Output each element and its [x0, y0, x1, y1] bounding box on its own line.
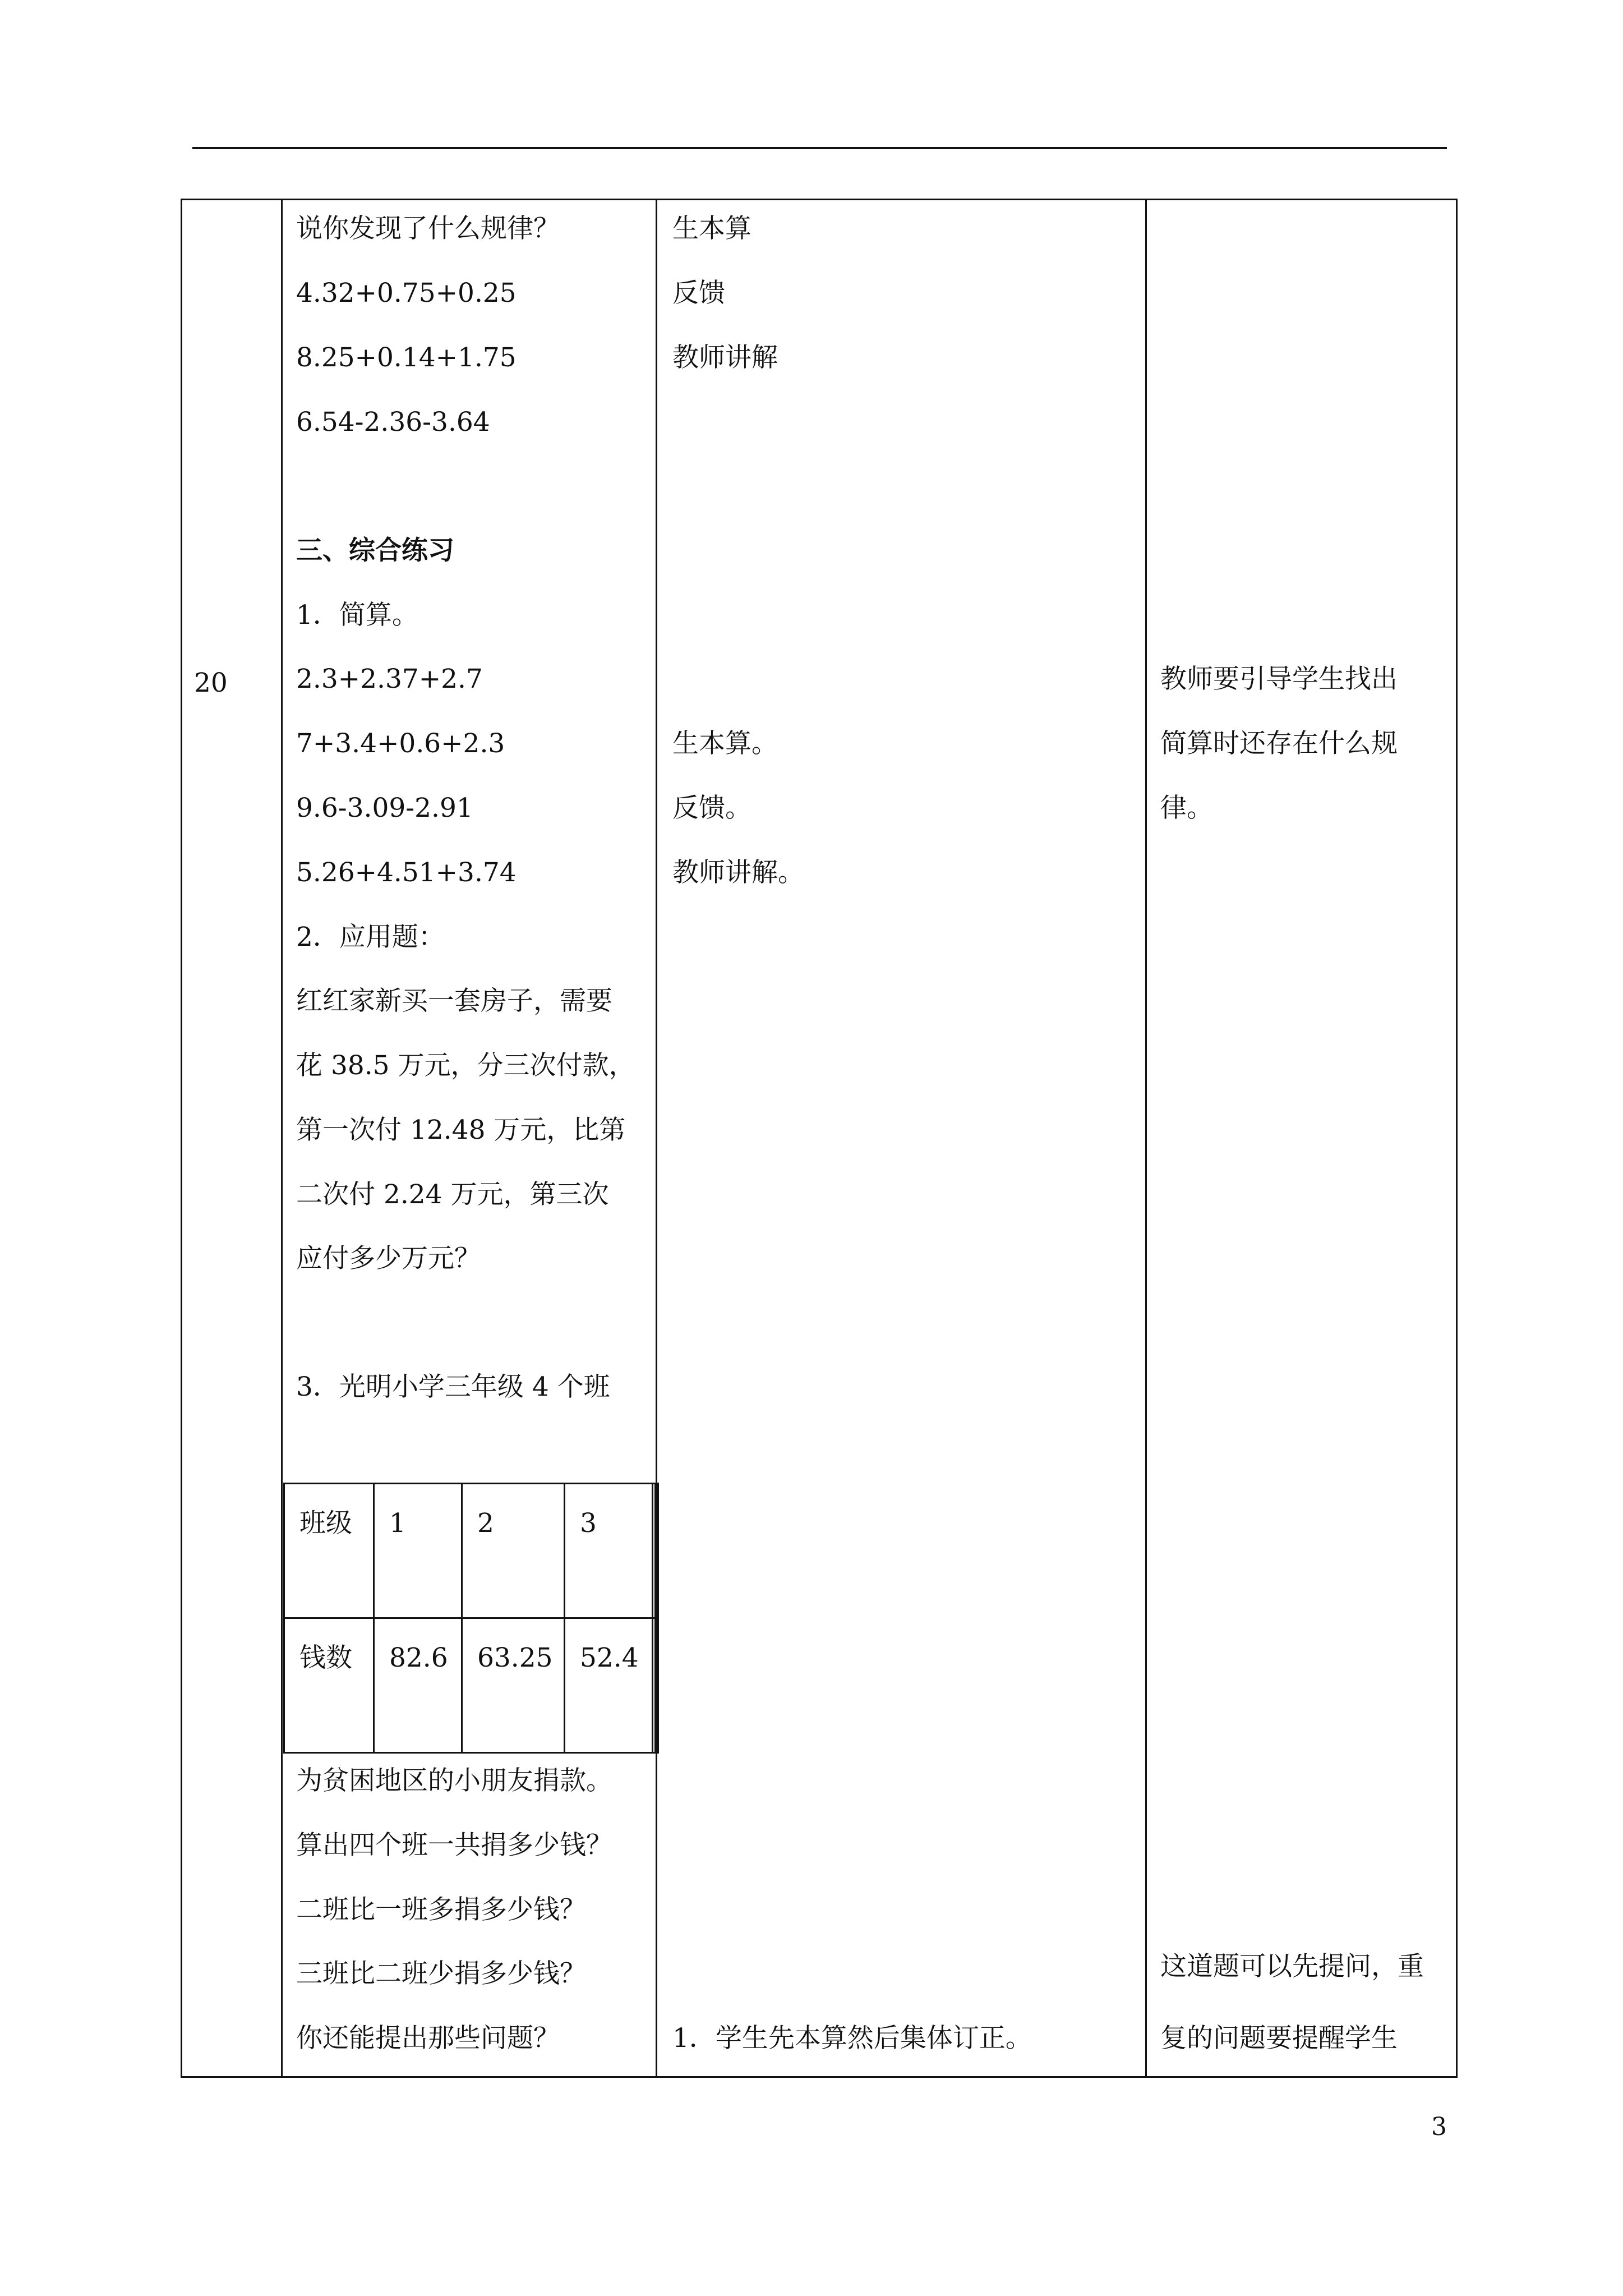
exercise-1-item: 5.26+4.51+3.74 [296, 857, 517, 888]
exercise-1-item: 9.6-3.09-2.91 [296, 793, 473, 823]
column-divider-content [656, 199, 657, 2078]
amount-cell: 82.6 [374, 1618, 462, 1753]
exercise-2-line: 应付多少万元？ [296, 1243, 481, 1274]
content-line: 8.25+0.14+1.75 [296, 342, 517, 373]
class-cell: 1 [374, 1484, 462, 1618]
content-line: 4.32+0.75+0.25 [296, 278, 517, 309]
exercise-3-line: 为贫困地区的小朋友捐款。 [296, 1765, 612, 1796]
activity-line: 教师讲解 [672, 342, 778, 373]
table-row [284, 1618, 657, 1753]
class-cell: 2 [462, 1484, 565, 1618]
exercise-2-line: 花 38.5 万元，分三次付款， [296, 1050, 635, 1081]
activity-line: 1．学生先本算然后集体订正。 [672, 2023, 1032, 2054]
column-divider-activity [1145, 199, 1147, 2078]
exercise-1-item: 2.3+2.37+2.7 [296, 664, 483, 694]
note-line: 简算时还存在什么规 [1160, 728, 1398, 759]
note-line: 教师要引导学生找出 [1160, 664, 1398, 694]
donation-table [283, 1483, 659, 1754]
activity-line: 教师讲解。 [672, 857, 804, 888]
class-cell: 3 [565, 1484, 653, 1618]
note-line: 律。 [1160, 793, 1213, 823]
exercise-2-title: 2．应用题： [296, 922, 445, 953]
activity-line: 生本算。 [672, 728, 778, 759]
row-label-class: 班级 [284, 1484, 374, 1618]
exercise-3-title: 3．光明小学三年级 4 个班 [296, 1372, 610, 1402]
column-divider-time [281, 199, 283, 2078]
amount-cell: 52.4 [565, 1618, 653, 1753]
exercise-3-line: 算出四个班一共捐多少钱？ [296, 1830, 612, 1861]
truncated-cell [653, 1484, 657, 1618]
table-row [284, 1484, 657, 1618]
content-line: 说你发现了什么规律？ [296, 213, 560, 244]
truncated-cell [653, 1618, 657, 1753]
page-number: 3 [1431, 2113, 1447, 2141]
exercise-3-line: 你还能提出那些问题？ [296, 2023, 560, 2054]
exercise-1-item: 7+3.4+0.6+2.3 [296, 728, 505, 759]
exercise-2-line: 二次付 2.24 万元，第三次 [296, 1179, 609, 1210]
time-cell: 20 [194, 668, 228, 698]
activity-line: 反馈 [672, 278, 725, 309]
content-line: 6.54-2.36-3.64 [296, 407, 490, 438]
exercise-3-line: 二班比一班多捐多少钱？ [296, 1894, 586, 1925]
activity-line: 反馈。 [672, 793, 751, 823]
row-label-amount: 钱数 [284, 1618, 374, 1753]
section-title: 三、综合练习 [296, 535, 454, 566]
note-line: 这道题可以先提问，重 [1160, 1951, 1424, 1982]
note-line: 复的问题要提醒学生 [1160, 2023, 1398, 2054]
amount-cell: 63.25 [462, 1618, 565, 1753]
activity-line: 生本算 [672, 213, 751, 244]
exercise-1-title: 1．简算。 [296, 600, 418, 631]
exercise-2-line: 第一次付 12.48 万元，比第 [296, 1115, 626, 1145]
header-rule [192, 147, 1447, 149]
exercise-3-line: 三班比二班少捐多少钱？ [296, 1958, 586, 1989]
exercise-2-line: 红红家新买一套房子，需要 [296, 986, 612, 1016]
